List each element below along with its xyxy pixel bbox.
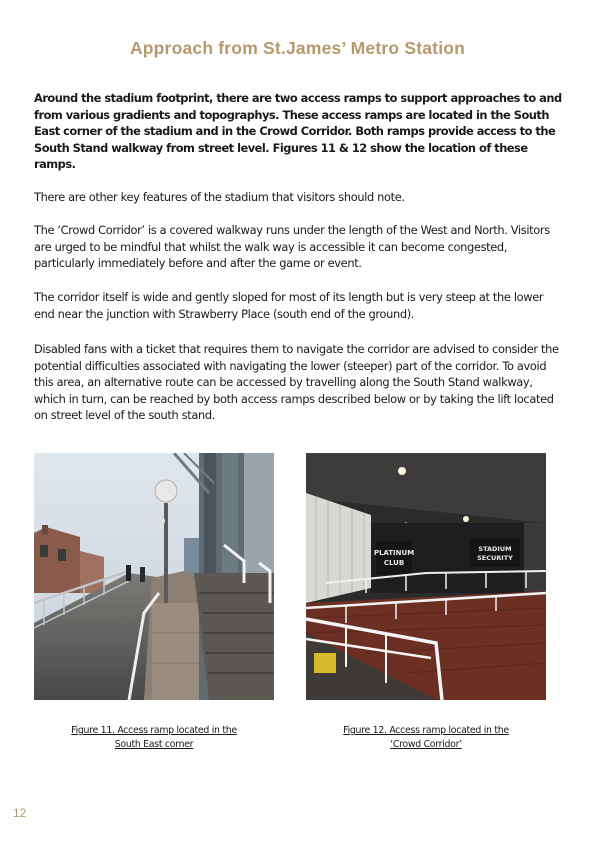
figure-11-photo [34, 453, 274, 700]
page-number: 12 [13, 806, 27, 820]
figure-12-photo [306, 453, 546, 700]
figure-12-caption-line2: ‘Crowd Corridor’ [390, 738, 462, 750]
paragraph-disabled-fans: Disabled fans with a ticket that requires them to navigate the corridor are advised to consider the potential difficulties associated with navigating the lower (steeper) part of the corridor. To avoid this area, an alternative route can be accessed by travelling along the South Stand walkway, which in turn, can be reached by both access ramps described below or by taking the lift located on street level of the south stand. [34, 342, 559, 423]
figure-12-caption [306, 724, 546, 751]
platinum-sign-text: PLATINUM [373, 549, 415, 557]
figure-12-caption-line1: Figure 12. Access ramp located in the [343, 725, 509, 736]
paragraph-key-features: There are other key features of the stadium that visitors should note. [34, 190, 405, 204]
paragraph-crowd-corridor: The ‘Crowd Corridor’ is a covered walkway runs under the length of the West and North. Visitors are urged to be mindful that whilst the walk way is accessible it can become congested, particularly immediately before and after the game or event. [34, 223, 550, 271]
figure-11-caption-line1: Figure 11. Access ramp located in the [71, 725, 237, 736]
stadium-sign-text: STADIUM [478, 545, 512, 553]
security-sign-text: SECURITY [477, 554, 513, 562]
figure-11-caption [34, 724, 274, 751]
intro-paragraph: Around the stadium footprint, there are two access ramps to support approaches to and from various gradients and topographys. These access ramps are located in the South East corner of the stadium and in the Crowd Corridor. Both ramps provide access to the South Stand walkway from street level. Figures 11 & 12 show the location of these ramps. [34, 91, 562, 172]
paragraph-corridor-slope: The corridor itself is wide and gently sloped for most of its length but is very steep at the lower end near the junction with Strawberry Place (south end of the ground). [34, 290, 544, 321]
figure-11-caption-line2: South East corner [114, 738, 194, 750]
page-title: Approach from St.James’ Metro Station [129, 38, 466, 58]
club-sign-text: CLUB [383, 559, 405, 567]
